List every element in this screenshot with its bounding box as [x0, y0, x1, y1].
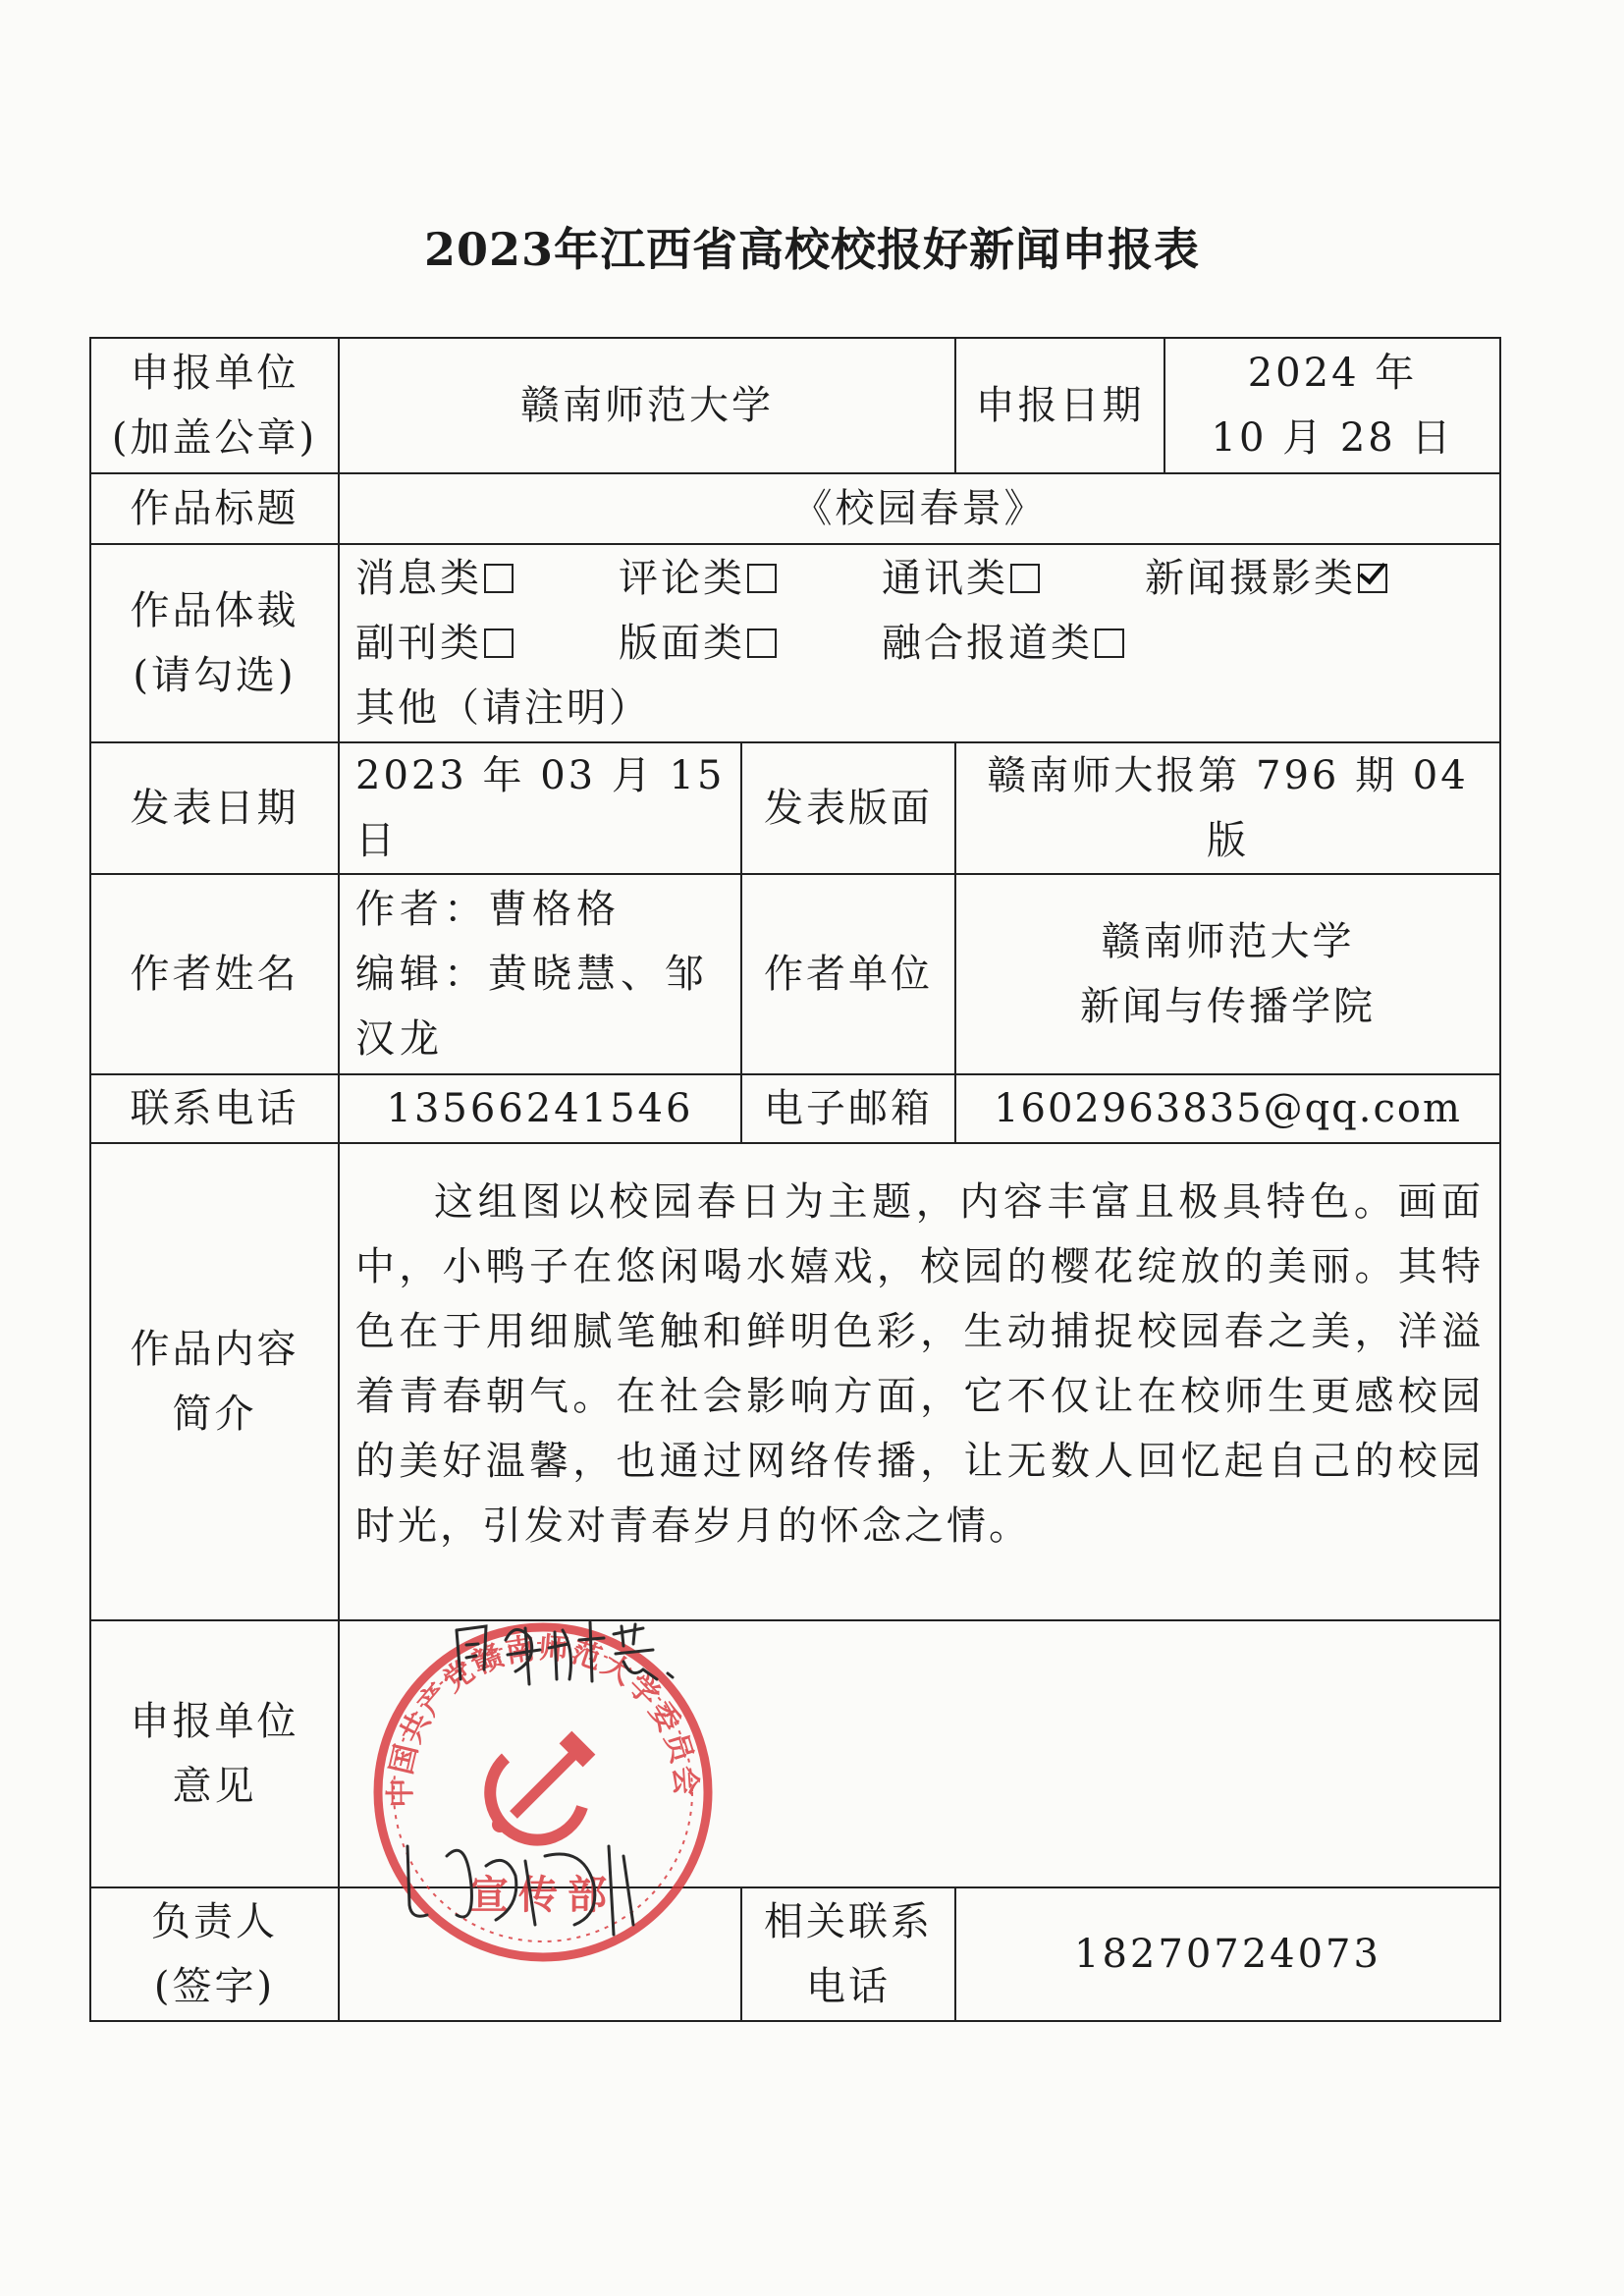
checkbox-layout[interactable] [747, 629, 777, 658]
label-date: 申报日期 [955, 338, 1164, 473]
label-publish-page: 发表版面 [741, 742, 955, 874]
checkbox-photo-checked[interactable] [1358, 564, 1387, 593]
genre-option-news[interactable]: 消息类 [355, 546, 619, 611]
value-publish-date: 2023 年 03 月 15 日 [339, 742, 741, 874]
genre-option-commentary[interactable]: 评论类 [619, 546, 882, 611]
label-author-unit: 作者单位 [741, 874, 955, 1074]
genre-option-feature[interactable]: 通讯类 [882, 546, 1145, 611]
label-genre: 作品体裁 (请勾选) [90, 544, 339, 742]
value-opinion [339, 1620, 1500, 1887]
label-opinion: 申报单位 意见 [90, 1620, 339, 1887]
value-date: 2024 年 10 月 28 日 [1164, 338, 1500, 473]
genre-option-supplement[interactable]: 副刊类 [355, 611, 619, 676]
row-opinion [90, 1620, 1500, 1887]
svg-text:中国共产党赣南师范大学委员会: 中国共产党赣南师范大学委员会 [383, 1630, 703, 1808]
value-work-title: 《校园春景》 [339, 473, 1500, 544]
value-related-phone: 18270724073 [955, 1887, 1500, 2021]
value-publish-page: 赣南师大报第 796 期 04 版 [955, 742, 1500, 874]
value-author: 作者：曹格格 编辑：黄晓慧、邹 汉龙 [339, 874, 741, 1074]
label-work-title: 作品标题 [90, 473, 339, 544]
label-publish-date: 发表日期 [90, 742, 339, 874]
checkbox-commentary[interactable] [747, 564, 777, 593]
label-intro: 作品内容 简介 [90, 1143, 339, 1620]
application-form-table [89, 337, 1501, 2022]
value-phone: 13566241546 [339, 1074, 741, 1143]
checkbox-supplement[interactable] [484, 629, 514, 658]
row-contact [90, 1074, 1500, 1143]
form-title: 2023年江西省高校校报好新闻申报表 [423, 223, 1201, 276]
value-responsible-signature [339, 1887, 741, 2021]
genre-option-convergence[interactable]: 融合报道类 [882, 611, 1124, 676]
genre-other[interactable]: 其他（请注明） [355, 685, 651, 731]
value-intro: 这组图以校园春日为主题，内容丰富且极具特色。画面中，小鸭子在悠闲喝水嬉戏，校园的樱花绽放的美丽。其特色在于用细腻笔触和鲜明色彩，生动捕捉校园春之美，洋溢着青春朝气。在社会影响方面，它不仅让在校师生更感校园的美好温馨，也通过网络传播，让无数人回忆起自己的校园时光，引发对青春岁月的怀念之情。 [339, 1143, 1500, 1620]
label-email: 电子邮箱 [741, 1074, 955, 1143]
value-author-unit: 赣南师范大学 新闻与传播学院 [955, 874, 1500, 1074]
row-publish [90, 742, 1500, 874]
checkbox-feature[interactable] [1010, 564, 1040, 593]
row-genre [90, 544, 1500, 742]
row-responsible [90, 1887, 1500, 2021]
label-phone: 联系电话 [90, 1074, 339, 1143]
checkbox-convergence[interactable] [1095, 629, 1124, 658]
row-unit [90, 338, 1500, 473]
row-intro [90, 1143, 1500, 1620]
label-unit: 申报单位 (加盖公章) [90, 338, 339, 473]
label-related-phone: 相关联系 电话 [741, 1887, 955, 2021]
value-unit: 赣南师范大学 [339, 338, 955, 473]
label-author: 作者姓名 [90, 874, 339, 1074]
label-responsible: 负责人 (签字) [90, 1887, 339, 2021]
checkbox-news[interactable] [484, 564, 514, 593]
value-email: 1602963835@qq.com [955, 1074, 1500, 1143]
genre-options [339, 544, 1500, 742]
svg-text:宣传部: 宣传部 [469, 1872, 617, 1918]
row-work-title [90, 473, 1500, 544]
genre-option-layout[interactable]: 版面类 [619, 611, 882, 676]
row-author [90, 874, 1500, 1074]
genre-option-photo[interactable]: 新闻摄影类 [1145, 546, 1387, 611]
